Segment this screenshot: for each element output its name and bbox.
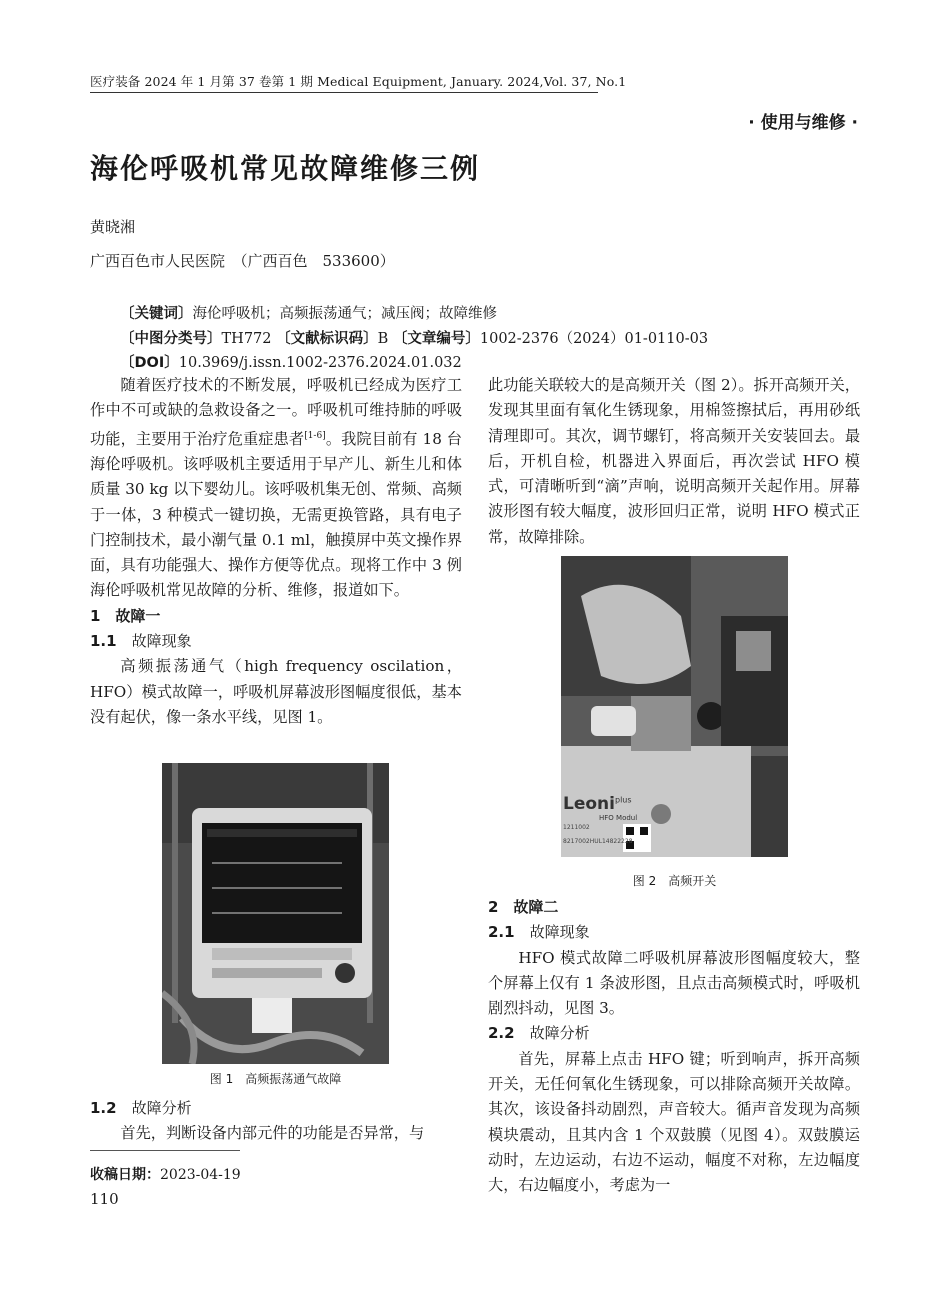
figure-2-caption: 图 2 高频开关 [632, 874, 717, 888]
doc-code: B [377, 331, 389, 347]
paragraph-1-1: 高频振荡通气（high frequency oscilation，HFO）模式故障一，呼吸机屏幕波形图幅度很低，基本没有起伏，像一条水平线，见图 1。 [90, 657, 462, 726]
subsection-heading-2-2: 2.2 故障分析 [488, 1024, 590, 1043]
header-rule [90, 92, 598, 93]
serial-number-a: 1211002 [563, 824, 590, 831]
left-column-continued [90, 1096, 462, 1147]
ventilator-photo-icon [162, 763, 389, 1064]
doi-label: 〔DOI〕 [120, 355, 179, 371]
keywords-line [120, 302, 497, 323]
hfo-modul-label: HFO Modul [599, 814, 638, 822]
subsection-heading-1-1: 1.1 故障现象 [90, 632, 192, 651]
author: 黄晓湘 [90, 218, 136, 236]
article-no-label: 〔文章编号〕 [392, 331, 480, 347]
classification-line [120, 327, 708, 348]
keywords: 海伦呼吸机；高频振荡通气；减压阀；故障维修 [192, 306, 497, 322]
paragraph-continued: 此功能关联较大的是高频开关（图 2）。拆开高频开关，发现其里面有氧化生锈现象，用棉签擦拭后，再用砂纸清理即可。其次，调节螺钉，将高频开关安装回去。最后，开机自检，机器进入界面后，再次尝试 HFO 模式，可清晰听到“滴”声响，说明高频开关起作用。屏幕波形图有较大幅度，波形回归正常，说明 HFO 模式正常，故障排除。 [488, 376, 860, 546]
article-no: 1002-2376（2024）01-0110-03 [479, 331, 709, 347]
intro-paragraph: 随着医疗技术的不断发展，呼吸机已经成为医疗工作中不可或缺的急救设备之一。呼吸机可维持肺的呼吸功能，主要用于治疗危重症患者[1-6]。我院目前有 18 台海伦呼吸机。该呼吸机主要适用于早产儿、新生儿和体质量 30 kg 以下婴幼儿。该呼吸机集无创、常频、高频于一体，3 种模式一键切换，无需更换管路，具有电子门控制技术，最小潮气量 0.1 ml，触摸屏中英文操作界面，具有功能强大、操作方便等优点。现将工作中 3 例海伦呼吸机常见故障的分析、维修，报道如下。 [90, 376, 463, 600]
clc-code: TH772 [221, 331, 272, 347]
paragraph-2-1: HFO 模式故障二呼吸机屏幕波形图幅度较大，整个屏幕上仅有 1 条波形图，且点击高频模式时，呼吸机剧烈抖动，见图 3。 [488, 948, 860, 1018]
figure-1-caption: 图 1 高频振荡通气故障 [209, 1072, 342, 1086]
paragraph-2-2: 首先，屏幕上点击 HFO 键；听到响声，拆开高频开关，无任何氧化生锈现象，可以排除高频开关故障。其次，该设备抖动剧烈，声音较大。循声音发现为高频模块震动，且其内含 1 个双鼓膜（见图 4）。双鼓膜运动时，左边运动，右边不运动，幅度不对称，左边幅度大，右边幅度小，考虑为一 [488, 1049, 860, 1195]
page-number: 110 [90, 1190, 119, 1208]
footnote-rule [90, 1150, 240, 1151]
doi-line [120, 351, 462, 372]
figure-2-photo [561, 556, 788, 857]
section-heading-1: 1 故障一 [90, 606, 161, 625]
paragraph-1-2: 首先，判断设备内部元件的功能是否异常，与 [120, 1124, 425, 1143]
subsection-heading-2-1: 2.1 故障现象 [488, 923, 590, 942]
received-date: 收稿日期：2023-04-19 [90, 1167, 241, 1183]
right-column-continued [488, 895, 860, 1199]
subsection-heading-1-2: 1.2 故障分析 [90, 1099, 192, 1117]
figure-1-photo [162, 763, 389, 1064]
reference-mark: [1-6] [304, 430, 326, 441]
serial-number-b: 8217002HUL14822228 [563, 838, 633, 845]
journal-header: 医疗装备 2024 年 1 月第 37 卷第 1 期 Medical Equipment, January. 2024,Vol. 37, No.1 [90, 74, 627, 89]
right-column [488, 373, 860, 550]
doc-code-label: 〔文献标识码〕 [276, 331, 378, 347]
section-heading-2: 2 故障二 [488, 898, 559, 916]
section-tag: · 使用与维修 · [748, 113, 858, 133]
left-column [90, 373, 462, 730]
article-title: 海伦呼吸机常见故障维修三例 [90, 152, 481, 185]
clc-label: 〔中图分类号〕 [120, 331, 222, 347]
leoni-brand-label: Leoni$^{plus}$ [563, 794, 632, 814]
doi: 10.3969/j.issn.1002-2376.2024.01.032 [178, 355, 462, 371]
affiliation: 广西百色市人民医院 （广西百色 533600） [90, 252, 395, 270]
keywords-label: 〔关键词〕 [120, 306, 193, 322]
